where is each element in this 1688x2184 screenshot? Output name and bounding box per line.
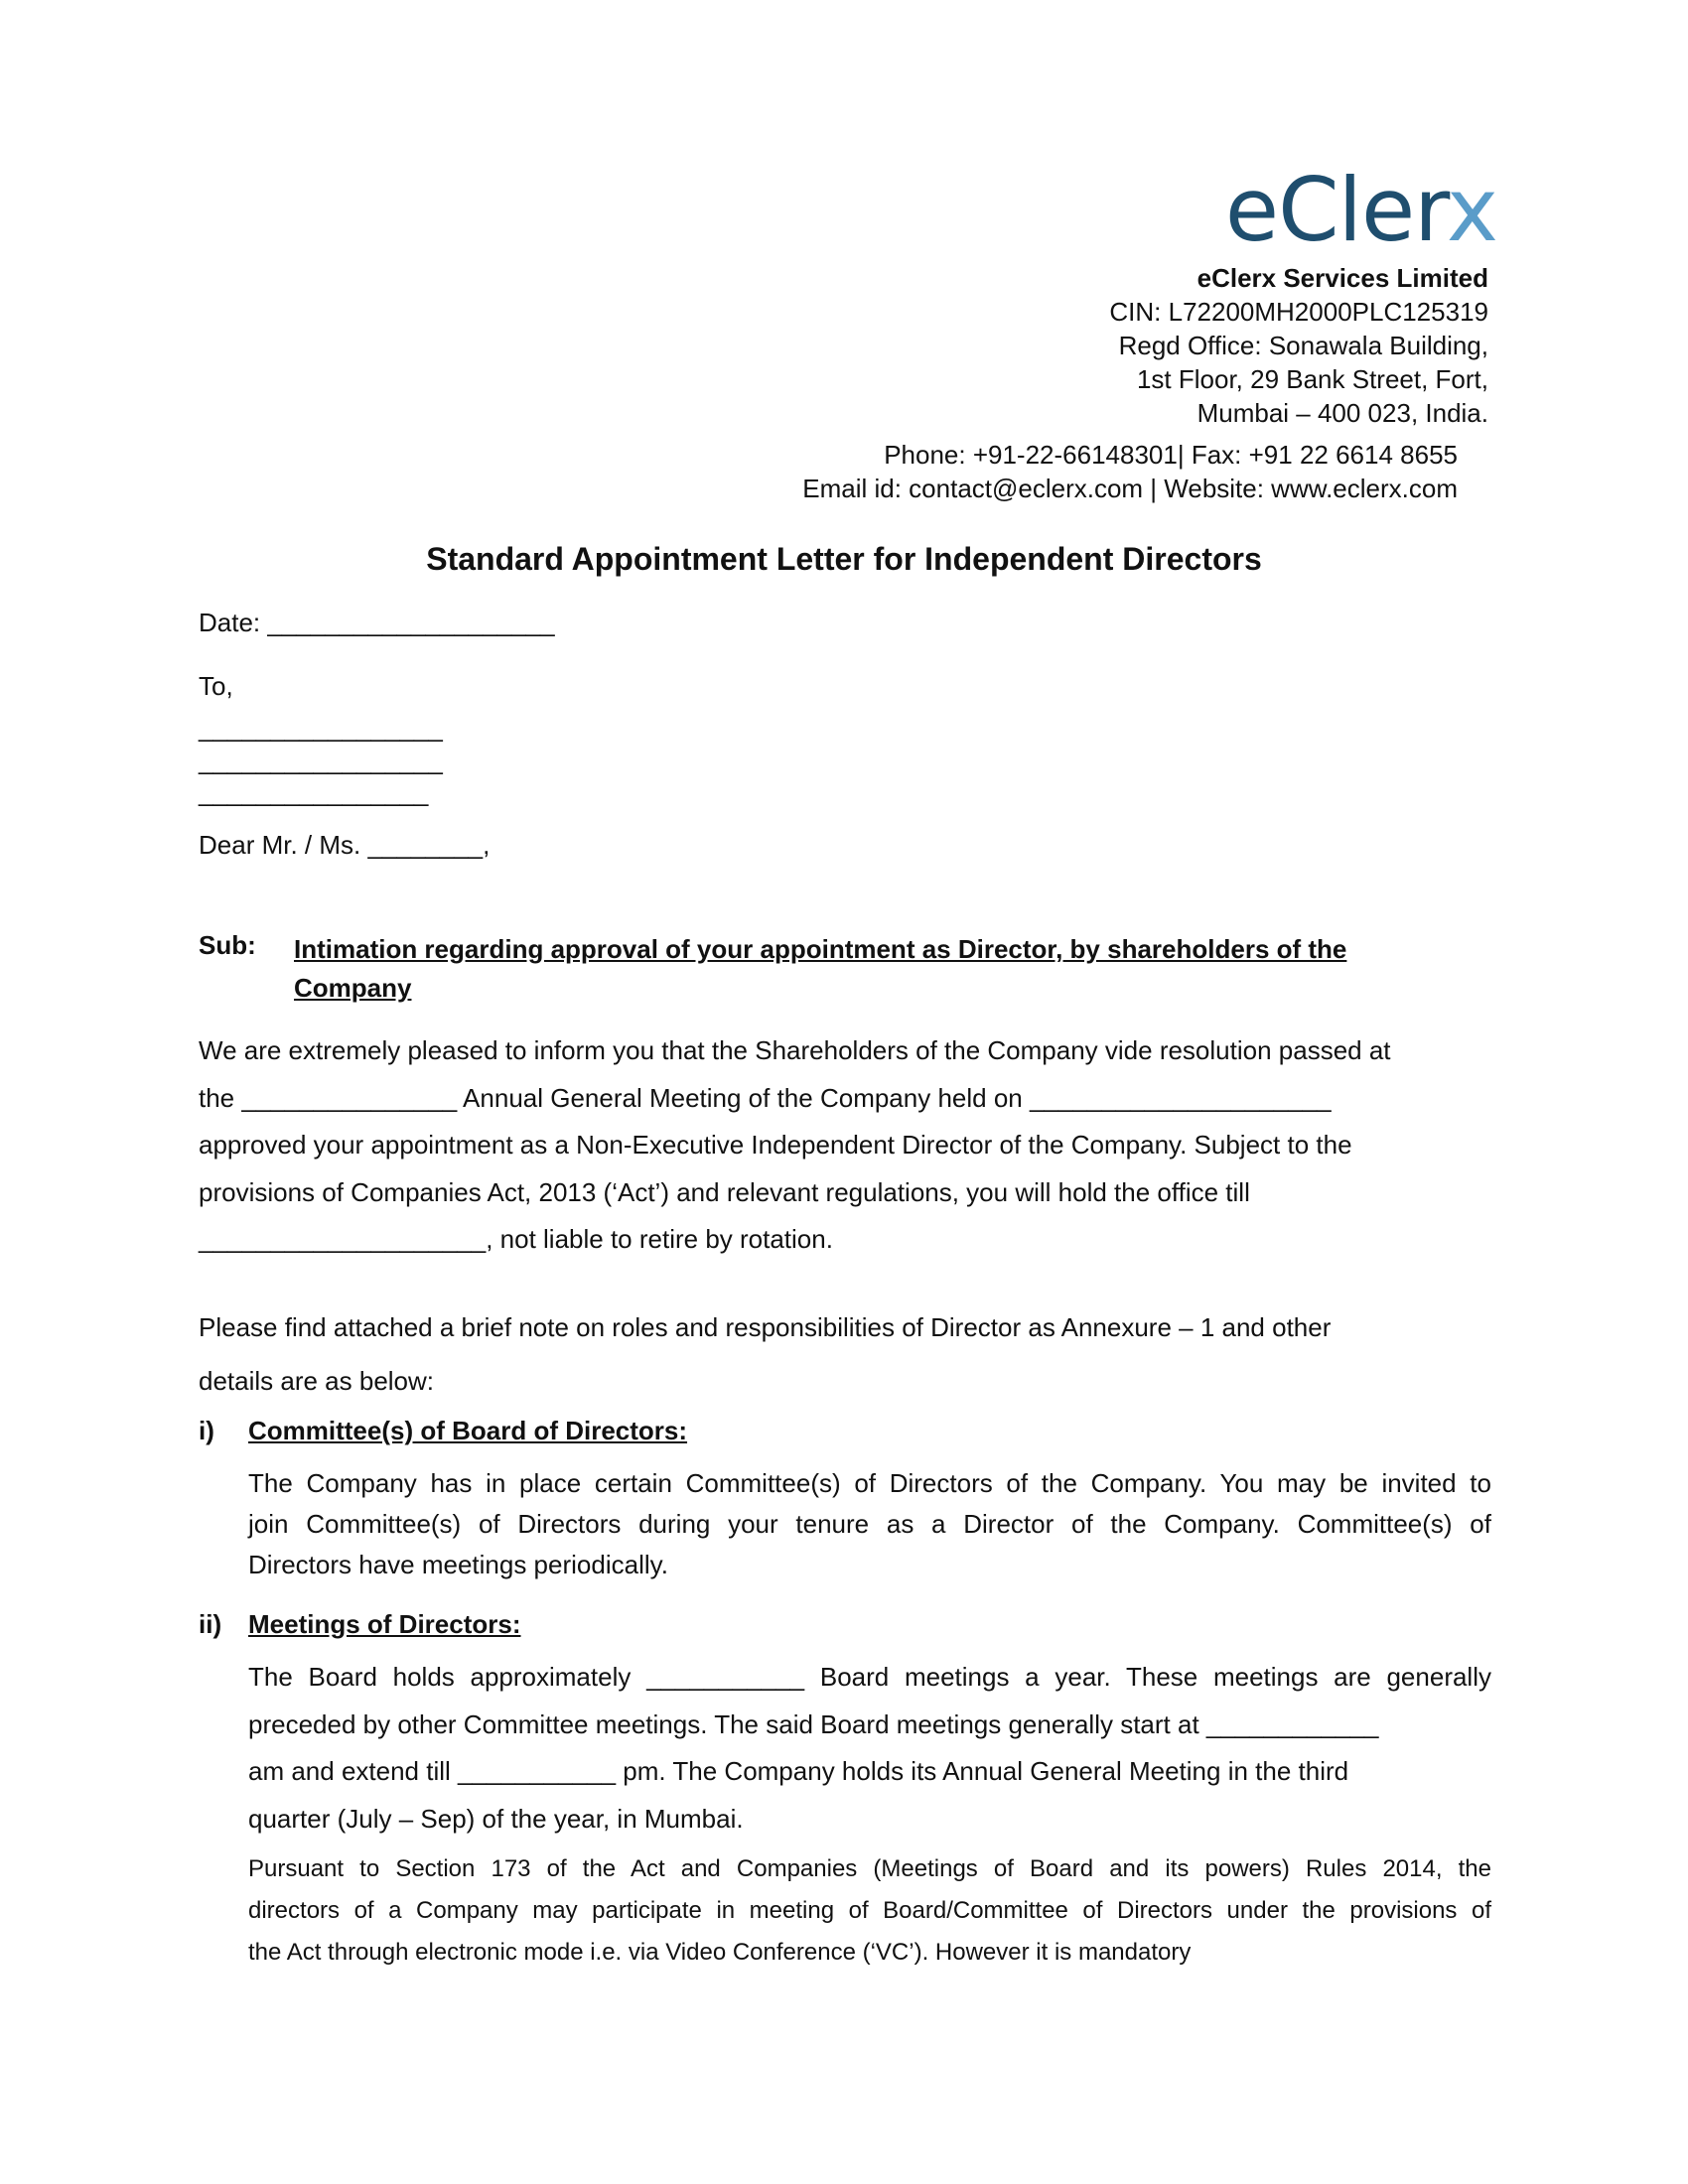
intro-line: ____________________, not liable to retire by rotation. bbox=[199, 1224, 833, 1254]
section-body-meetings bbox=[248, 1654, 1491, 1843]
section-heading-committees: Committee(s) of Board of Directors: bbox=[248, 1416, 688, 1445]
address-blank-1: _________________ bbox=[199, 713, 443, 743]
logo-text: eCler bbox=[1224, 159, 1447, 261]
section-heading-meetings: Meetings of Directors: bbox=[248, 1609, 521, 1639]
address-blank-2: _________________ bbox=[199, 746, 443, 775]
section-line: join Committee(s) of Directors during your tenure as a Director of the Company. Committee(s) of bbox=[248, 1509, 1491, 1539]
section-line: am and extend till ___________ pm. The Company holds its Annual General Meeting in the third bbox=[248, 1756, 1349, 1786]
intro-line: approved your appointment as a Non-Executive Independent Director of the Company. Subject to the bbox=[199, 1130, 1352, 1160]
date-line: Date: ____________________ bbox=[199, 608, 555, 637]
company-name: eClerx Services Limited bbox=[1196, 263, 1488, 293]
salutation: Dear Mr. / Ms. ________, bbox=[199, 830, 491, 860]
intro-line: provisions of Companies Act, 2013 (‘Act’) and relevant regulations, you will hold the office till bbox=[199, 1176, 1250, 1207]
address-line-2: 1st Floor, 29 Bank Street, Fort, bbox=[1136, 364, 1488, 394]
annexure-line: Please find attached a brief note on roles and responsibilities of Director as Annexure – 1 and other bbox=[199, 1312, 1332, 1342]
section-line: the Act through electronic mode i.e. via Video Conference (‘VC’). However it is mandatory bbox=[248, 1939, 1192, 1966]
section-line: preceded by other Committee meetings. The said Board meetings generally start at ____________ bbox=[248, 1708, 1379, 1739]
address-blank-3: ________________ bbox=[199, 777, 429, 807]
section-line: Pursuant to Section 173 of the Act and Companies (Meetings of Board and its powers) Rules 2014, the bbox=[248, 1855, 1491, 1882]
section-line: Directors have meetings periodically. bbox=[248, 1550, 668, 1579]
email-website: Email id: contact@eclerx.com | Website: www.eclerx.com bbox=[802, 474, 1458, 503]
intro-line: the _______________ Annual General Meeting of the Company held on _____________________ bbox=[199, 1082, 1332, 1113]
address-line-1: Regd Office: Sonawala Building, bbox=[1118, 331, 1488, 360]
section-number: ii) bbox=[199, 1609, 222, 1639]
section-line: The Company has in place certain Committee(s) of Directors of the Company. You may be invited to bbox=[248, 1468, 1491, 1498]
eclerx-logo bbox=[1224, 159, 1497, 261]
intro-line: We are extremely pleased to inform you that the Shareholders of the Company vide resolution passed at bbox=[199, 1035, 1391, 1065]
phone-fax: Phone: +91-22-66148301| Fax: +91 22 6614 8655 bbox=[884, 440, 1458, 470]
annexure-paragraph bbox=[199, 1300, 1499, 1408]
document-title: Standard Appointment Letter for Independent Directors bbox=[426, 541, 1262, 577]
section-line: quarter (July – Sep) of the year, in Mumbai. bbox=[248, 1803, 744, 1834]
logo-x: x bbox=[1446, 159, 1497, 261]
annexure-line: details are as below: bbox=[199, 1366, 435, 1396]
subject-label: Sub: bbox=[199, 930, 256, 960]
company-cin: CIN: L72200MH2000PLC125319 bbox=[1109, 297, 1488, 327]
contact-details bbox=[802, 438, 1458, 505]
intro-paragraph bbox=[199, 1027, 1499, 1264]
address-line-3: Mumbai – 400 023, India. bbox=[1196, 398, 1488, 428]
section-body-vc bbox=[248, 1848, 1491, 1974]
company-details bbox=[1109, 261, 1488, 430]
to-label: To, bbox=[199, 671, 233, 701]
section-body-committees bbox=[248, 1463, 1491, 1585]
section-line: The Board holds approximately ___________ Board meetings a year. These meetings are generally bbox=[248, 1662, 1491, 1692]
section-line: directors of a Company may participate in meeting of Board/Committee of Directors under the provisions of bbox=[248, 1897, 1491, 1924]
subject-text: Intimation regarding approval of your appointment as Director, by shareholders of the Company bbox=[294, 934, 1347, 1003]
section-number: i) bbox=[199, 1416, 214, 1445]
